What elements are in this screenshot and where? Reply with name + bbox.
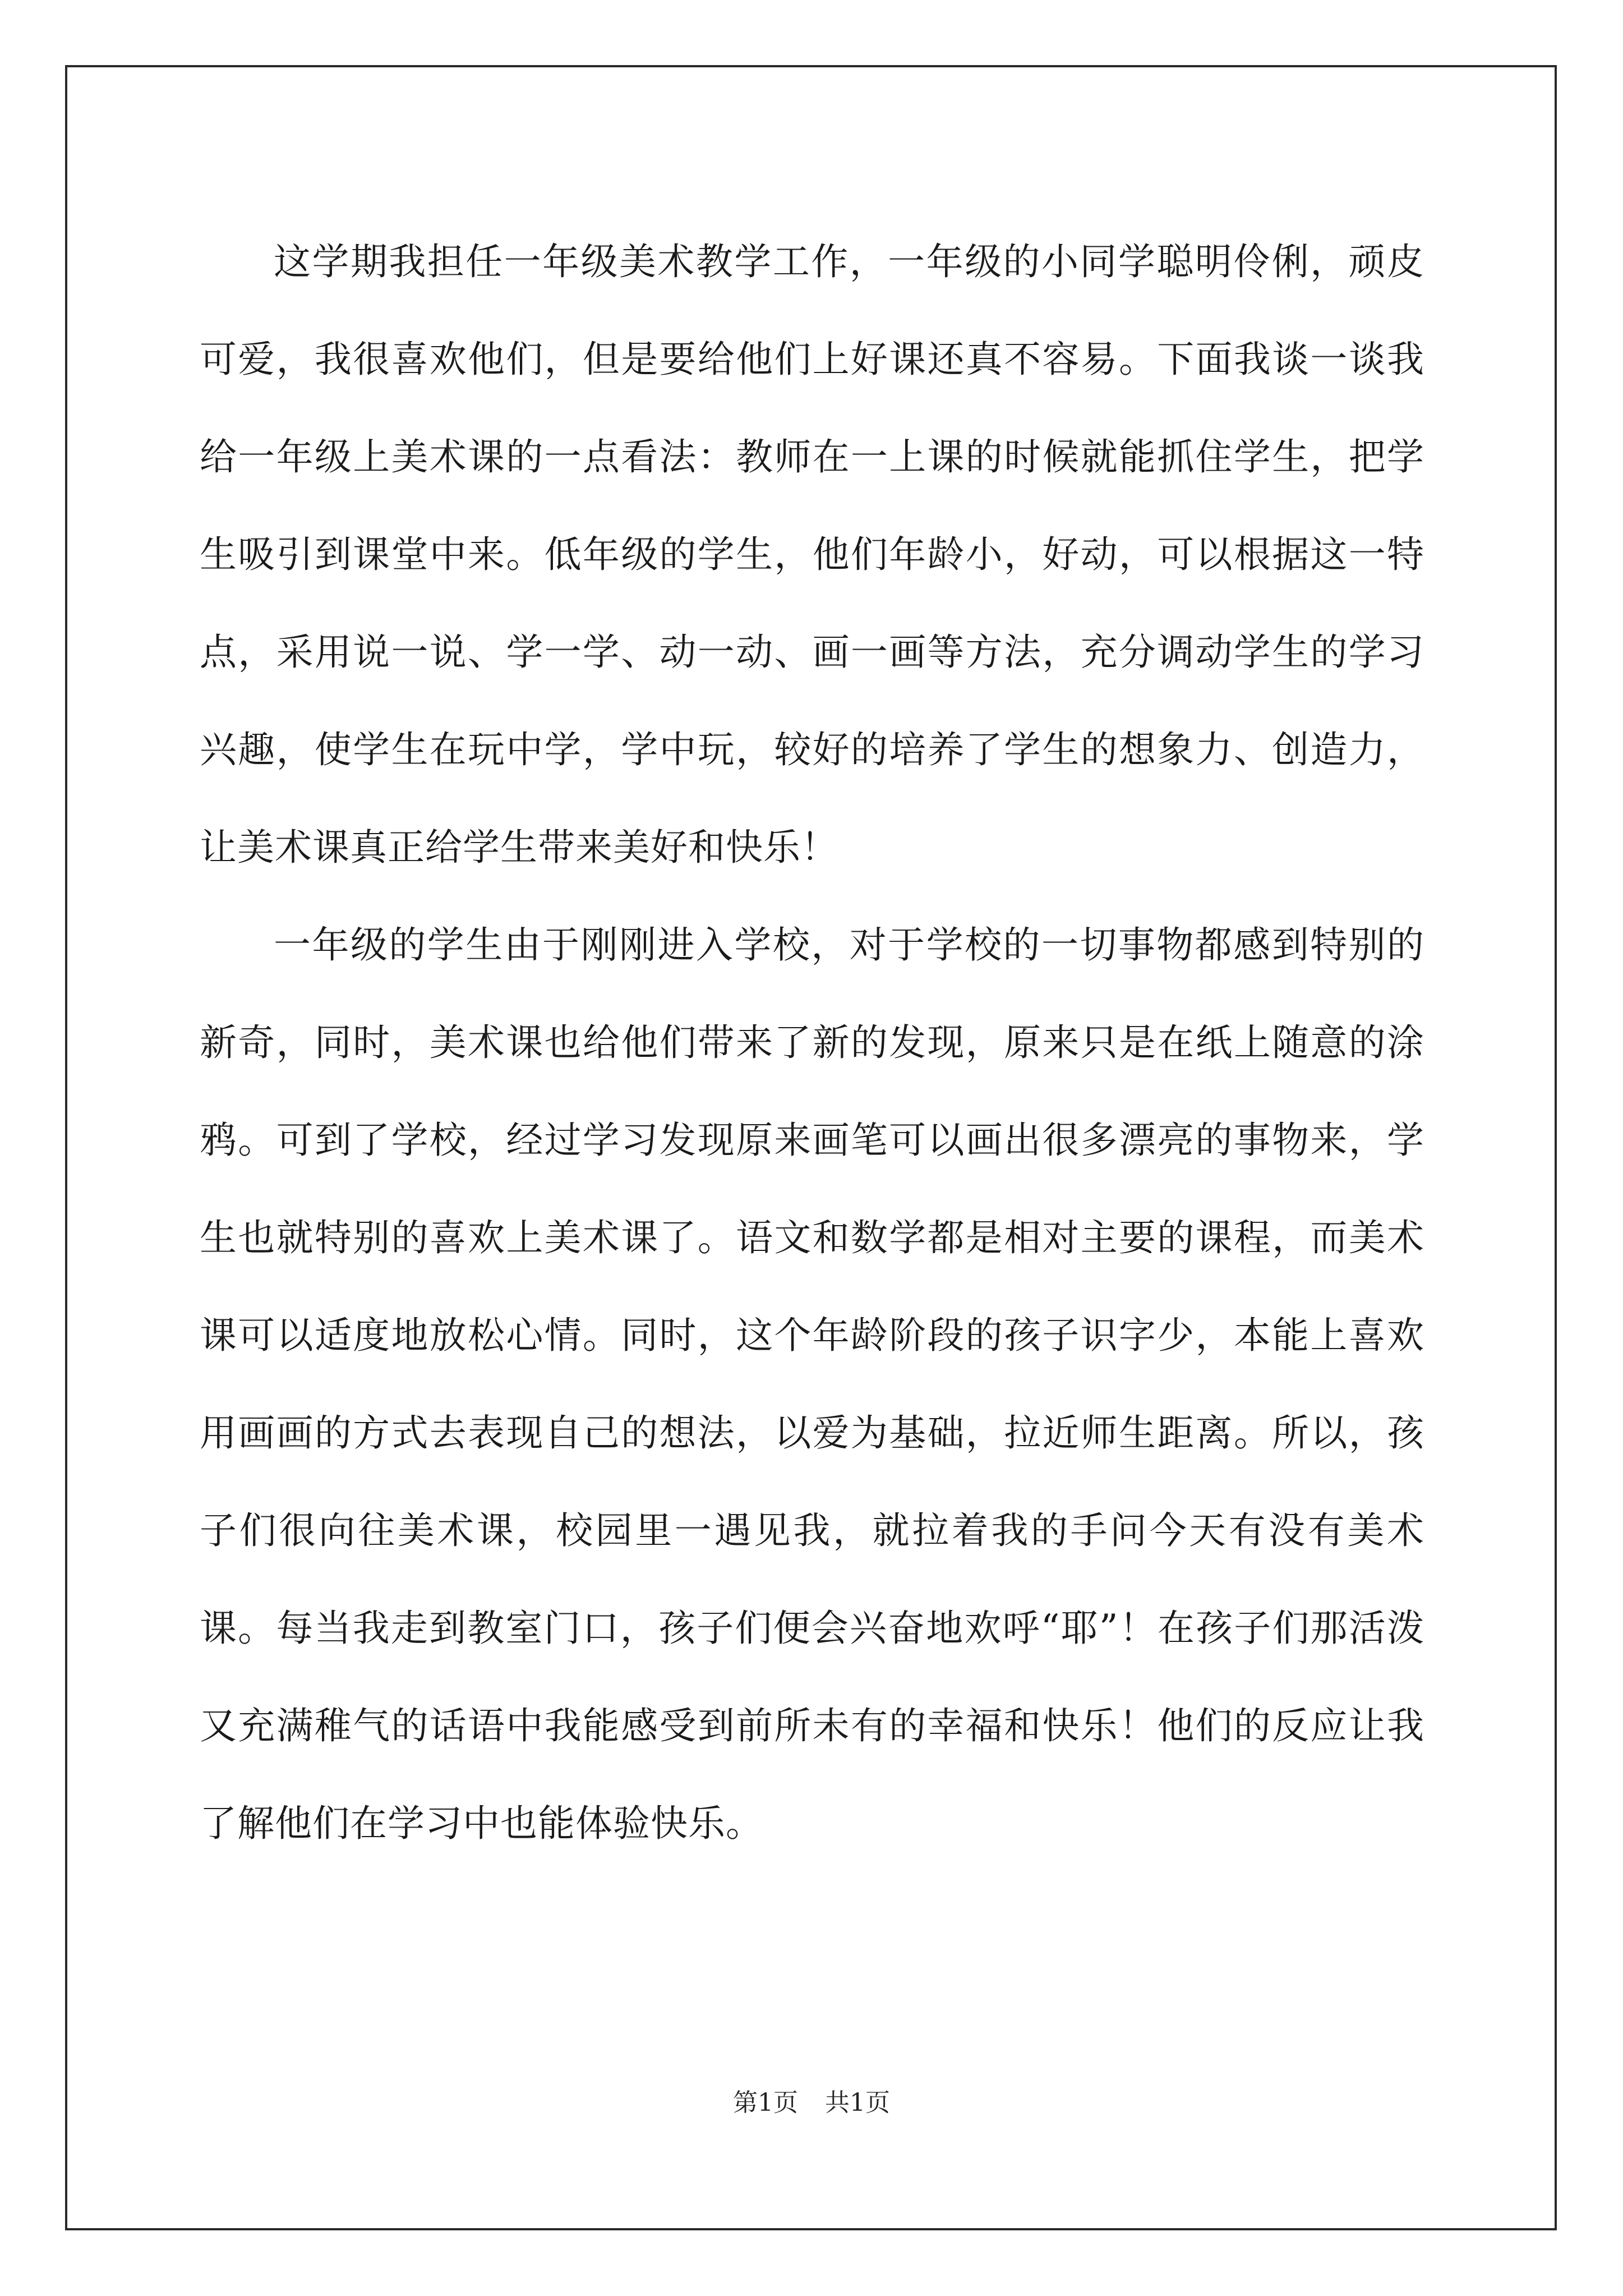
page-total: 共1页 [825,2088,890,2117]
paragraph-2: 一年级的学生由于刚刚进入学校，对于学校的一切事物都感到特别的新奇，同时，美术课也给他们带来了新的发现，原来只是在纸上随意的涂鸦。可到了学校，经过学习发现原来画笔可以画出很多漂亮的事物来，学生也就特别的喜欢上美术课了。语文和数学都是相对主要的课程，而美术课可以适度地放松心情。同时，这个年龄阶段的孩子识字少，本能上喜欢用画画的方式去表现自己的想法，以爱为基础，拉近师生距离。所以，孩子们很向往美术课，校园里一遇见我，就拉着我的手问今天有没有美术课。每当我走到教室门口，孩子们便会兴奋地欢呼“耶”！在孩子们那活泼又充满稚气的话语中我能感受到前所未有的幸福和快乐！他们的反应让我了解他们在学习中也能体验快乐。 [200,923,1424,1845]
paragraph-1: 这学期我担任一年级美术教学工作，一年级的小同学聪明伶俐，顽皮可爱，我很喜欢他们，但是要给他们上好课还真不容易。下面我谈一谈我给一年级上美术课的一点看法：教师在一上课的时候就能抓住学生，把学生吸引到课堂中来。低年级的学生，他们年龄小，好动，可以根据这一特点，采用说一说、学一学、动一动、画一画等方法，充分调动学生的学习兴趣，使学生在玩中学，学中玩，较好的培养了学生的想象力、创造力，让美术课真正给学生带来美好和快乐！ [200,240,1424,869]
page-footer [0,2082,1623,2118]
document-body [200,213,1424,1872]
page-number: 第1页 [733,2088,798,2117]
